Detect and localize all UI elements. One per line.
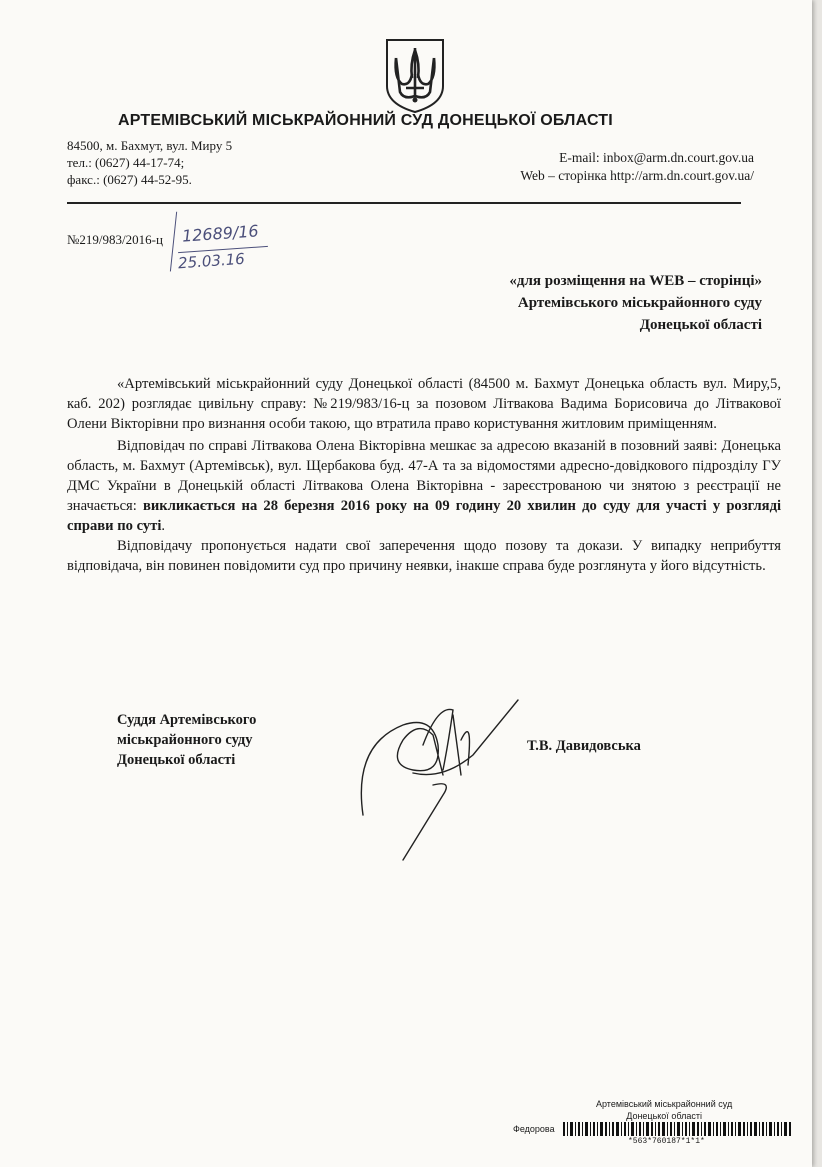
handwritten-signature-icon bbox=[343, 685, 533, 875]
court-phone: тел.: (0627) 44-17-74; bbox=[67, 155, 185, 170]
judge-name: Т.В. Давидовська bbox=[527, 738, 641, 754]
barcode-icon bbox=[563, 1122, 793, 1136]
placement-line-1: «для розміщення на WEB – сторінці» bbox=[509, 273, 762, 289]
summons-text: Відповідач по справі Літвакова Олена Вікторівна мешкає за адресою вказаній в позовний заяві: Донецька область, м. Бахмут (Артемівськ), вул. Щербакова буд. 47-А та за відомостями адресно-довідкового підрозділу ГУ ДМС України в Донецькій області Літвакова Олена Вікторівна - зареєстрованою чи знятою з реєстрації не значається: bbox=[67, 438, 781, 514]
handwritten-registration-number: 12689/16 bbox=[181, 221, 260, 246]
judge-title-line-3: Донецької області bbox=[117, 752, 236, 768]
handwritten-registration-date: 25.03.16 bbox=[177, 249, 246, 273]
notice-body bbox=[67, 374, 781, 576]
placement-note bbox=[382, 270, 762, 336]
court-stamp bbox=[596, 1098, 732, 1122]
summons-date-time: викликається на 28 березня 2016 року на 09 годину 20 хвилин до суду для участі у розгляді справи по суті bbox=[67, 498, 782, 534]
court-email: E-mail: inbox@arm.dn.court.gov.ua bbox=[559, 150, 754, 165]
paragraph-defendant-rights: Відповідачу пропонується надати свої заперечення щодо позову та докази. У випадку неприбуття відповідача, він повинен повідомити суд про причину неявки, інакше справа буде розглянута у його відсутність. bbox=[67, 538, 781, 574]
judge-title-line-2: міськрайонного суду bbox=[117, 732, 253, 748]
barcode-code: *563*760187*1*1* bbox=[628, 1137, 705, 1146]
header-divider bbox=[67, 202, 741, 204]
judge-title-line-1: Суддя Артемівського bbox=[117, 712, 257, 728]
paragraph-summons bbox=[67, 436, 781, 536]
court-name: АРТЕМІВСЬКИЙ МІСЬКРАЙОННИЙ СУД ДОНЕЦЬКОЇ ОБЛАСТІ bbox=[118, 112, 613, 129]
court-website: Web – сторінка http://arm.dn.court.gov.ua/ bbox=[520, 168, 754, 183]
stamp-line-2: Донецької області bbox=[626, 1111, 702, 1121]
trident-emblem-icon bbox=[384, 38, 446, 114]
stamp-line-1: Артемівський міськрайонний суд bbox=[596, 1099, 733, 1109]
paragraph-case-info: «Артемівський міськрайонний суду Донецької області (84500 м. Бахмут Донецька область вул. Миру,5, каб. 202) розглядає цивільну справу: №219/983/16-ц за позовом Літвакова Вадима Борисовича до Літвакової Олени Вікторівни про визнання особи такою, що втратила право користування житловим приміщенням. bbox=[67, 376, 781, 432]
judge-title bbox=[117, 710, 256, 770]
court-fax: факс.: (0627) 44-52-95. bbox=[67, 172, 192, 187]
court-address: 84500, м. Бахмут, вул. Миру 5 bbox=[67, 138, 233, 153]
placement-line-2: Артемівського міськрайонного суду bbox=[517, 295, 762, 311]
summons-end: . bbox=[161, 518, 166, 534]
placement-line-3: Донецької області bbox=[639, 317, 762, 333]
clerk-name: Федорова bbox=[513, 1124, 555, 1134]
case-number: №219/983/2016-ц bbox=[67, 232, 163, 247]
